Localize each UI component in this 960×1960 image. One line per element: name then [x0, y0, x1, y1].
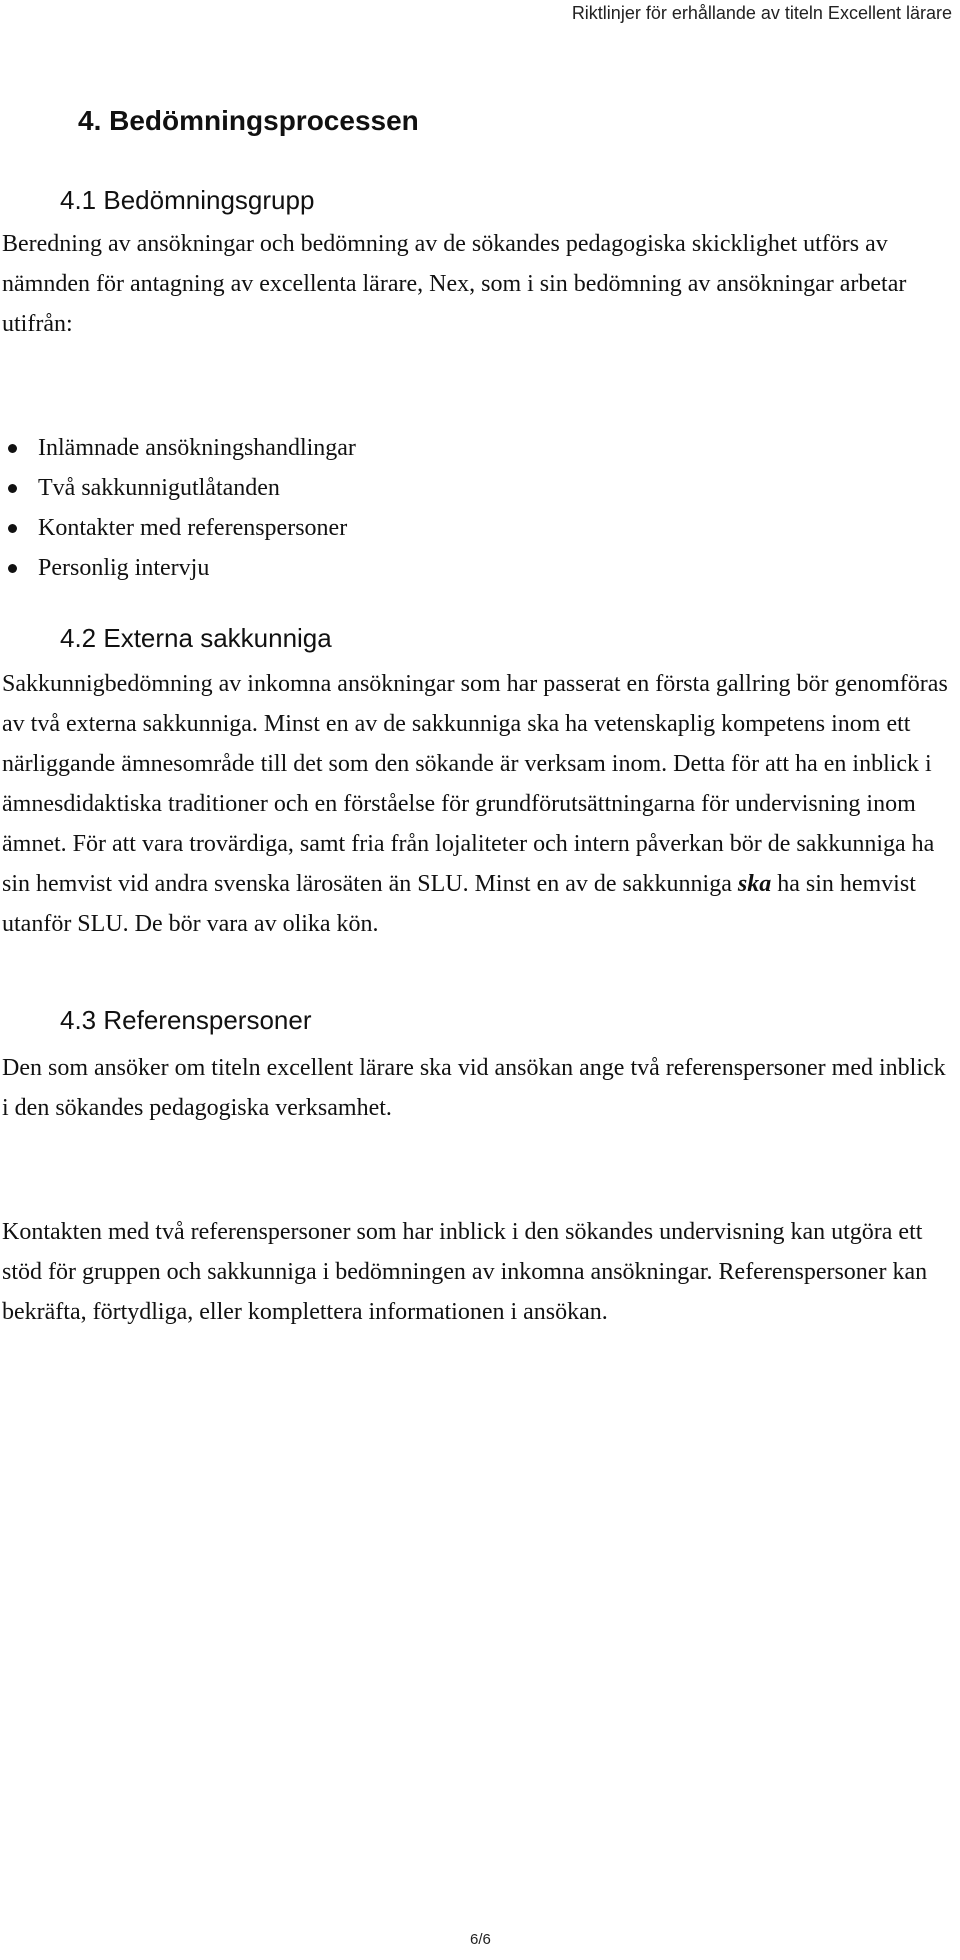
bullet-icon	[8, 484, 17, 493]
list-item	[0, 468, 356, 508]
subsection-heading-bedomningsgrupp: 4.1 Bedömningsgrupp	[60, 185, 315, 215]
bullet-icon	[8, 564, 17, 573]
list-item	[0, 548, 356, 588]
page-number: 6/6	[470, 1931, 491, 1948]
subsection-heading-externa-sakkunniga: 4.2 Externa sakkunniga	[60, 623, 332, 653]
paragraph-text: ha sin hemvist utanför SLU. De bör vara av olika kön.	[2, 871, 916, 937]
bullet-icon	[8, 524, 17, 533]
paragraph-bedomningsgrupp: Beredning av ansökningar och bedömning av de sökandes pedagogiska skicklighet utförs av nämnden för antagning av excellenta lärare, Nex, som i sin bedömning av ansökningar arbetar utifrån:	[2, 231, 907, 337]
list-item-label: Personlig intervju	[38, 555, 210, 581]
list-item-label: Två sakkunnigutlåtanden	[38, 475, 280, 501]
assessment-basis-list	[0, 428, 356, 588]
list-item-label: Kontakter med referenspersoner	[38, 515, 348, 541]
paragraph-externa-sakkunniga	[2, 664, 952, 944]
running-header: Riktlinjer för erhållande av titeln Excellent lärare	[571, 3, 952, 23]
paragraph-referenspersoner-2: Kontakten med två referenspersoner som har inblick i den sökandes undervisning kan utgöra ett stöd för gruppen och sakkunniga i bedömningen av inkomna ansökningar. Referenspersoner kan bekräfta, förtydliga, eller komplettera informationen i ansökan.	[2, 1219, 928, 1325]
list-item-label: Inlämnade ansökningshandlingar	[38, 435, 356, 461]
bullet-icon	[8, 444, 17, 453]
paragraph-referenspersoner-1: Den som ansöker om titeln excellent lärare ska vid ansökan ange två referenspersoner med inblick i den sökandes pedagogiska verksamhet.	[2, 1055, 946, 1121]
list-item	[0, 428, 356, 468]
list-item	[0, 508, 356, 548]
section-heading: 4. Bedömningsprocessen	[78, 105, 419, 136]
emphasis-text: ska	[737, 871, 772, 897]
paragraph-text: Sakkunnigbedömning av inkomna ansökningar som har passerat en första gallring bör genomföras av två externa sakkunniga. Minst en av de sakkunniga ska ha vetenskaplig kompetens inom ett närliggande ämnesområde till det som den sökande är verksam inom. Detta för att ha en inblick i ämnesdidaktiska traditioner och en förståelse för grundförutsättningarna för undervisning inom ämnet. För att vara trovärdiga, samt fria från lojaliteter och intern påverkan bör de sakkunniga ha sin hemvist vid andra svenska lärosäten än SLU. Minst en av de sakkunniga	[2, 671, 948, 897]
subsection-heading-referenspersoner: 4.3 Referenspersoner	[60, 1005, 312, 1035]
